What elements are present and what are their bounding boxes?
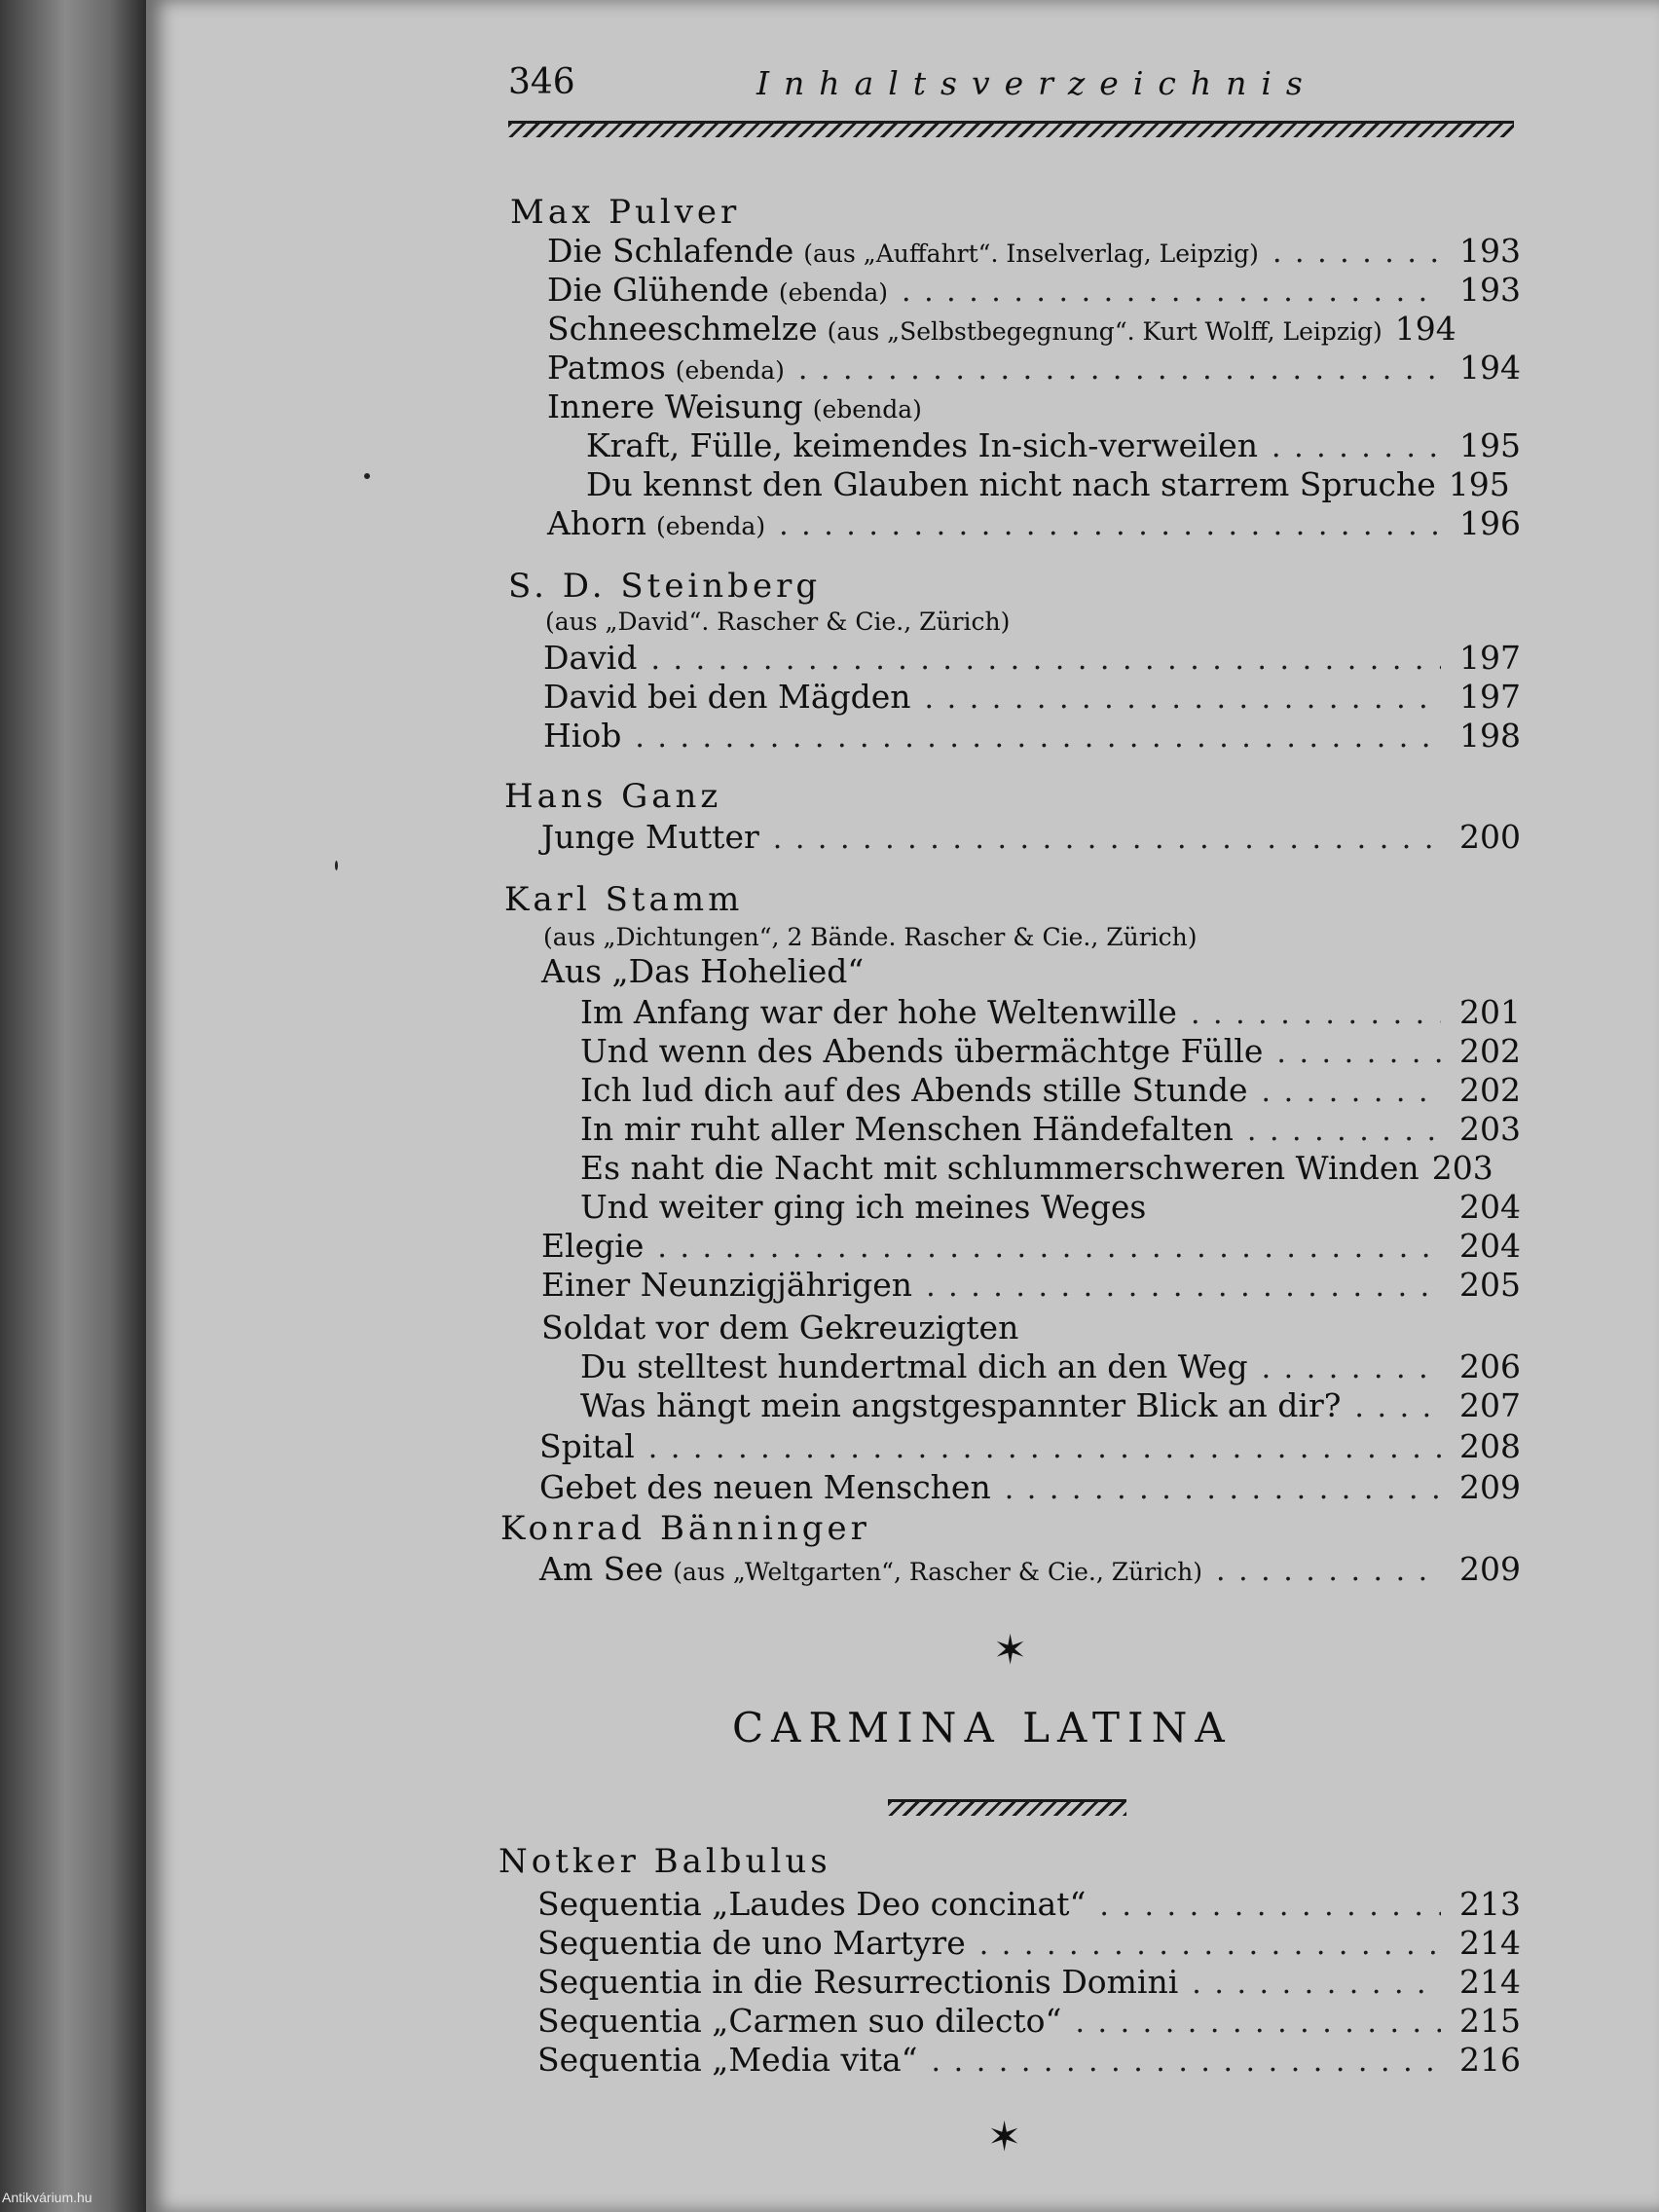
toc-entry <box>586 465 1521 504</box>
toc-entry <box>580 1110 1521 1149</box>
toc-entry <box>537 2041 1521 2080</box>
section-title: CARMINA LATINA <box>732 1704 1233 1751</box>
author-heading: Konrad Bänninger <box>500 1509 870 1548</box>
toc-entry <box>543 678 1521 717</box>
toc-entry <box>537 1885 1521 1924</box>
entry-title: Spital <box>539 1427 635 1465</box>
toc-entry <box>543 639 1521 678</box>
toc-entry <box>537 2002 1521 2041</box>
watermark: Antikvárium.hu <box>2 2190 92 2205</box>
author-heading: Karl Stamm <box>504 880 744 919</box>
toc-entry <box>547 271 1521 310</box>
leader-dots <box>657 1231 1441 1265</box>
dust-speck <box>364 473 370 479</box>
leader-dots <box>773 822 1441 856</box>
author-heading: Notker Balbulus <box>498 1842 831 1881</box>
entry-page: 202 <box>1459 1071 1521 1109</box>
entry-page: 194 <box>1394 310 1456 348</box>
toc-entry <box>541 818 1521 857</box>
entry-page: 204 <box>1459 1188 1521 1226</box>
entry-page: 198 <box>1459 717 1521 755</box>
toc-entry <box>547 349 1521 387</box>
entry-page: 203 <box>1431 1149 1493 1187</box>
entry-title: Schneeschmelze <box>547 310 818 348</box>
entry-title: David <box>543 639 638 677</box>
entry-page: 214 <box>1459 1924 1521 1962</box>
entry-note: (ebenda) <box>675 356 785 385</box>
entry-title: Im Anfang war der hohe Weltenwille <box>580 993 1177 1031</box>
entry-title: Junge Mutter <box>541 818 759 856</box>
toc-entry <box>543 717 1521 756</box>
toc-entry <box>586 426 1521 465</box>
leader-dots <box>1262 1351 1441 1385</box>
entry-title: In mir ruht aller Menschen Händefalten <box>580 1110 1234 1148</box>
entry-title: Sequentia „Media vita“ <box>537 2041 918 2079</box>
entry-title: Kraft, Fülle, keimendes In-sich-verweilen <box>586 426 1258 464</box>
entry-page: 206 <box>1459 1347 1521 1385</box>
entry-note: (ebenda) <box>778 278 888 307</box>
entry-page: 202 <box>1459 1032 1521 1070</box>
toc-entry <box>580 1188 1521 1227</box>
entry-title: Ahorn <box>547 504 646 542</box>
book-spine <box>0 0 146 2212</box>
leader-dots <box>925 682 1441 716</box>
entry-title: Gebet des neuen Menschen <box>539 1468 991 1506</box>
toc-entry <box>539 1427 1521 1466</box>
toc-entry <box>580 1149 1521 1188</box>
running-head-title: Inhaltsverzeichnis <box>756 64 1317 102</box>
entry-page: 204 <box>1459 1227 1521 1265</box>
author-heading: S. D. Steinberg <box>508 567 822 606</box>
entry-page: 194 <box>1459 349 1521 387</box>
entry-page: 200 <box>1459 818 1521 856</box>
leader-dots <box>1005 1472 1441 1506</box>
toc-entry <box>580 993 1521 1032</box>
leader-dots <box>635 720 1441 755</box>
leader-dots <box>648 1431 1441 1465</box>
toc-entry <box>539 1468 1521 1507</box>
entry-title: Hiob <box>543 717 622 755</box>
wavy-rule-top <box>508 121 1514 137</box>
toc-entry <box>541 1227 1521 1266</box>
entry-title: Und wenn des Abends übermächtge Fülle <box>580 1032 1264 1070</box>
entry-title: Soldat vor dem Gekreuzigten <box>541 1309 1019 1346</box>
entry-page: 195 <box>1459 426 1521 464</box>
entry-title: Ich lud dich auf des Abends stille Stunde <box>580 1071 1248 1109</box>
leader-dots <box>1272 236 1441 270</box>
entry-page: 209 <box>1459 1550 1521 1588</box>
entry-page: 205 <box>1459 1266 1521 1304</box>
entry-page: 213 <box>1459 1885 1521 1923</box>
leader-dots <box>1354 1390 1441 1424</box>
entry-title: Elegie <box>541 1227 645 1265</box>
entry-page: 196 <box>1459 504 1521 542</box>
entry-page: 209 <box>1459 1468 1521 1506</box>
toc-entry <box>539 1550 1521 1589</box>
entry-note: (aus „Auffahrt“. Inselverlag, Leipzig) <box>803 240 1259 268</box>
entry-page: 216 <box>1459 2041 1521 2079</box>
entry-note: (ebenda) <box>655 512 766 540</box>
entry-page: 207 <box>1459 1386 1521 1424</box>
toc-entry <box>580 1071 1521 1110</box>
entry-title: Und weiter ging ich meines Weges <box>580 1188 1147 1226</box>
toc-entry <box>547 310 1521 349</box>
entry-title: Was hängt mein angstgespannter Blick an dir? <box>580 1386 1342 1424</box>
leader-dots <box>1262 1075 1442 1109</box>
leader-dots <box>1276 1036 1441 1070</box>
leader-dots <box>798 352 1441 387</box>
leader-dots <box>1272 430 1441 464</box>
entry-title: Patmos <box>547 349 666 387</box>
entry-page: 201 <box>1459 993 1521 1031</box>
toc-entry <box>547 504 1521 543</box>
leader-dots <box>902 275 1441 309</box>
entry-title: Du stelltest hundertmal dich an den Weg <box>580 1347 1248 1385</box>
source-note: (aus „Dichtungen“, 2 Bände. Rascher & Cie., Zürich) <box>543 923 1198 951</box>
dust-speck <box>335 861 338 870</box>
leader-dots <box>1247 1114 1441 1148</box>
leader-dots <box>1191 997 1441 1031</box>
leader-dots <box>932 2045 1441 2079</box>
page-number: 346 <box>508 62 575 102</box>
toc-entry <box>547 232 1521 271</box>
entry-title: Innere Weisung <box>547 387 803 425</box>
wavy-rule-section <box>888 1799 1126 1816</box>
entry-title: Du kennst den Glauben nicht nach starrem Spruche <box>586 465 1436 503</box>
entry-title: David bei den Mägden <box>543 678 911 716</box>
entry-title: Einer Neunzigjährigen <box>541 1266 913 1304</box>
leader-dots <box>979 1928 1441 1962</box>
toc-entry <box>580 1386 1521 1425</box>
leader-dots <box>1099 1889 1441 1923</box>
leader-dots <box>779 508 1441 542</box>
entry-page: 203 <box>1459 1110 1521 1148</box>
entry-note: (aus „Weltgarten“, Rascher & Cie., Zürich) <box>673 1558 1203 1586</box>
star-ornament: ✶ <box>987 2113 1022 2160</box>
leader-dots <box>1216 1554 1441 1588</box>
entry-page: 193 <box>1459 232 1521 270</box>
source-note: (aus „David“. Rascher & Cie., Zürich) <box>545 608 1011 636</box>
entry-page: 193 <box>1459 271 1521 309</box>
entry-page: 197 <box>1459 678 1521 716</box>
entry-title: Sequentia „Carmen suo dilecto“ <box>537 2002 1062 2040</box>
entry-title: Die Glühende <box>547 271 769 309</box>
entry-page: 197 <box>1459 639 1521 677</box>
entry-page: 195 <box>1448 465 1510 503</box>
entry-title: Sequentia „Laudes Deo concinat“ <box>537 1885 1087 1923</box>
leader-dots <box>926 1270 1441 1304</box>
leader-dots <box>1075 2006 1441 2040</box>
toc-entry <box>580 1032 1521 1071</box>
entry-note: (aus „Selbstbegegnung“. Kurt Wolff, Leipzig) <box>827 317 1382 346</box>
toc-entry <box>541 1309 1521 1347</box>
entry-title: Sequentia de uno Martyre <box>537 1924 966 1962</box>
entry-title: Die Schlafende <box>547 232 794 270</box>
leader-dots <box>1192 1967 1441 2001</box>
author-heading: Max Pulver <box>510 193 741 232</box>
star-ornament: ✶ <box>993 1626 1028 1674</box>
toc-entry <box>541 952 1521 991</box>
entry-page: 214 <box>1459 1963 1521 2001</box>
running-head <box>508 62 1521 109</box>
entry-page: 208 <box>1459 1427 1521 1465</box>
author-heading: Hans Ganz <box>504 777 722 816</box>
toc-entry <box>580 1347 1521 1386</box>
entry-title: Sequentia in die Resurrectionis Domini <box>537 1963 1179 2001</box>
toc-entry <box>537 1963 1521 2002</box>
toc-entry <box>541 1266 1521 1305</box>
entry-page: 215 <box>1459 2002 1521 2040</box>
entry-title: Am See <box>539 1550 664 1588</box>
toc-entry <box>547 387 1521 426</box>
entry-title: Es naht die Nacht mit schlummerschweren Winden <box>580 1149 1419 1187</box>
entry-title: Aus „Das Hohelied“ <box>541 952 865 990</box>
toc-entry <box>537 1924 1521 1963</box>
leader-dots <box>650 643 1441 677</box>
entry-note: (ebenda) <box>812 395 922 424</box>
